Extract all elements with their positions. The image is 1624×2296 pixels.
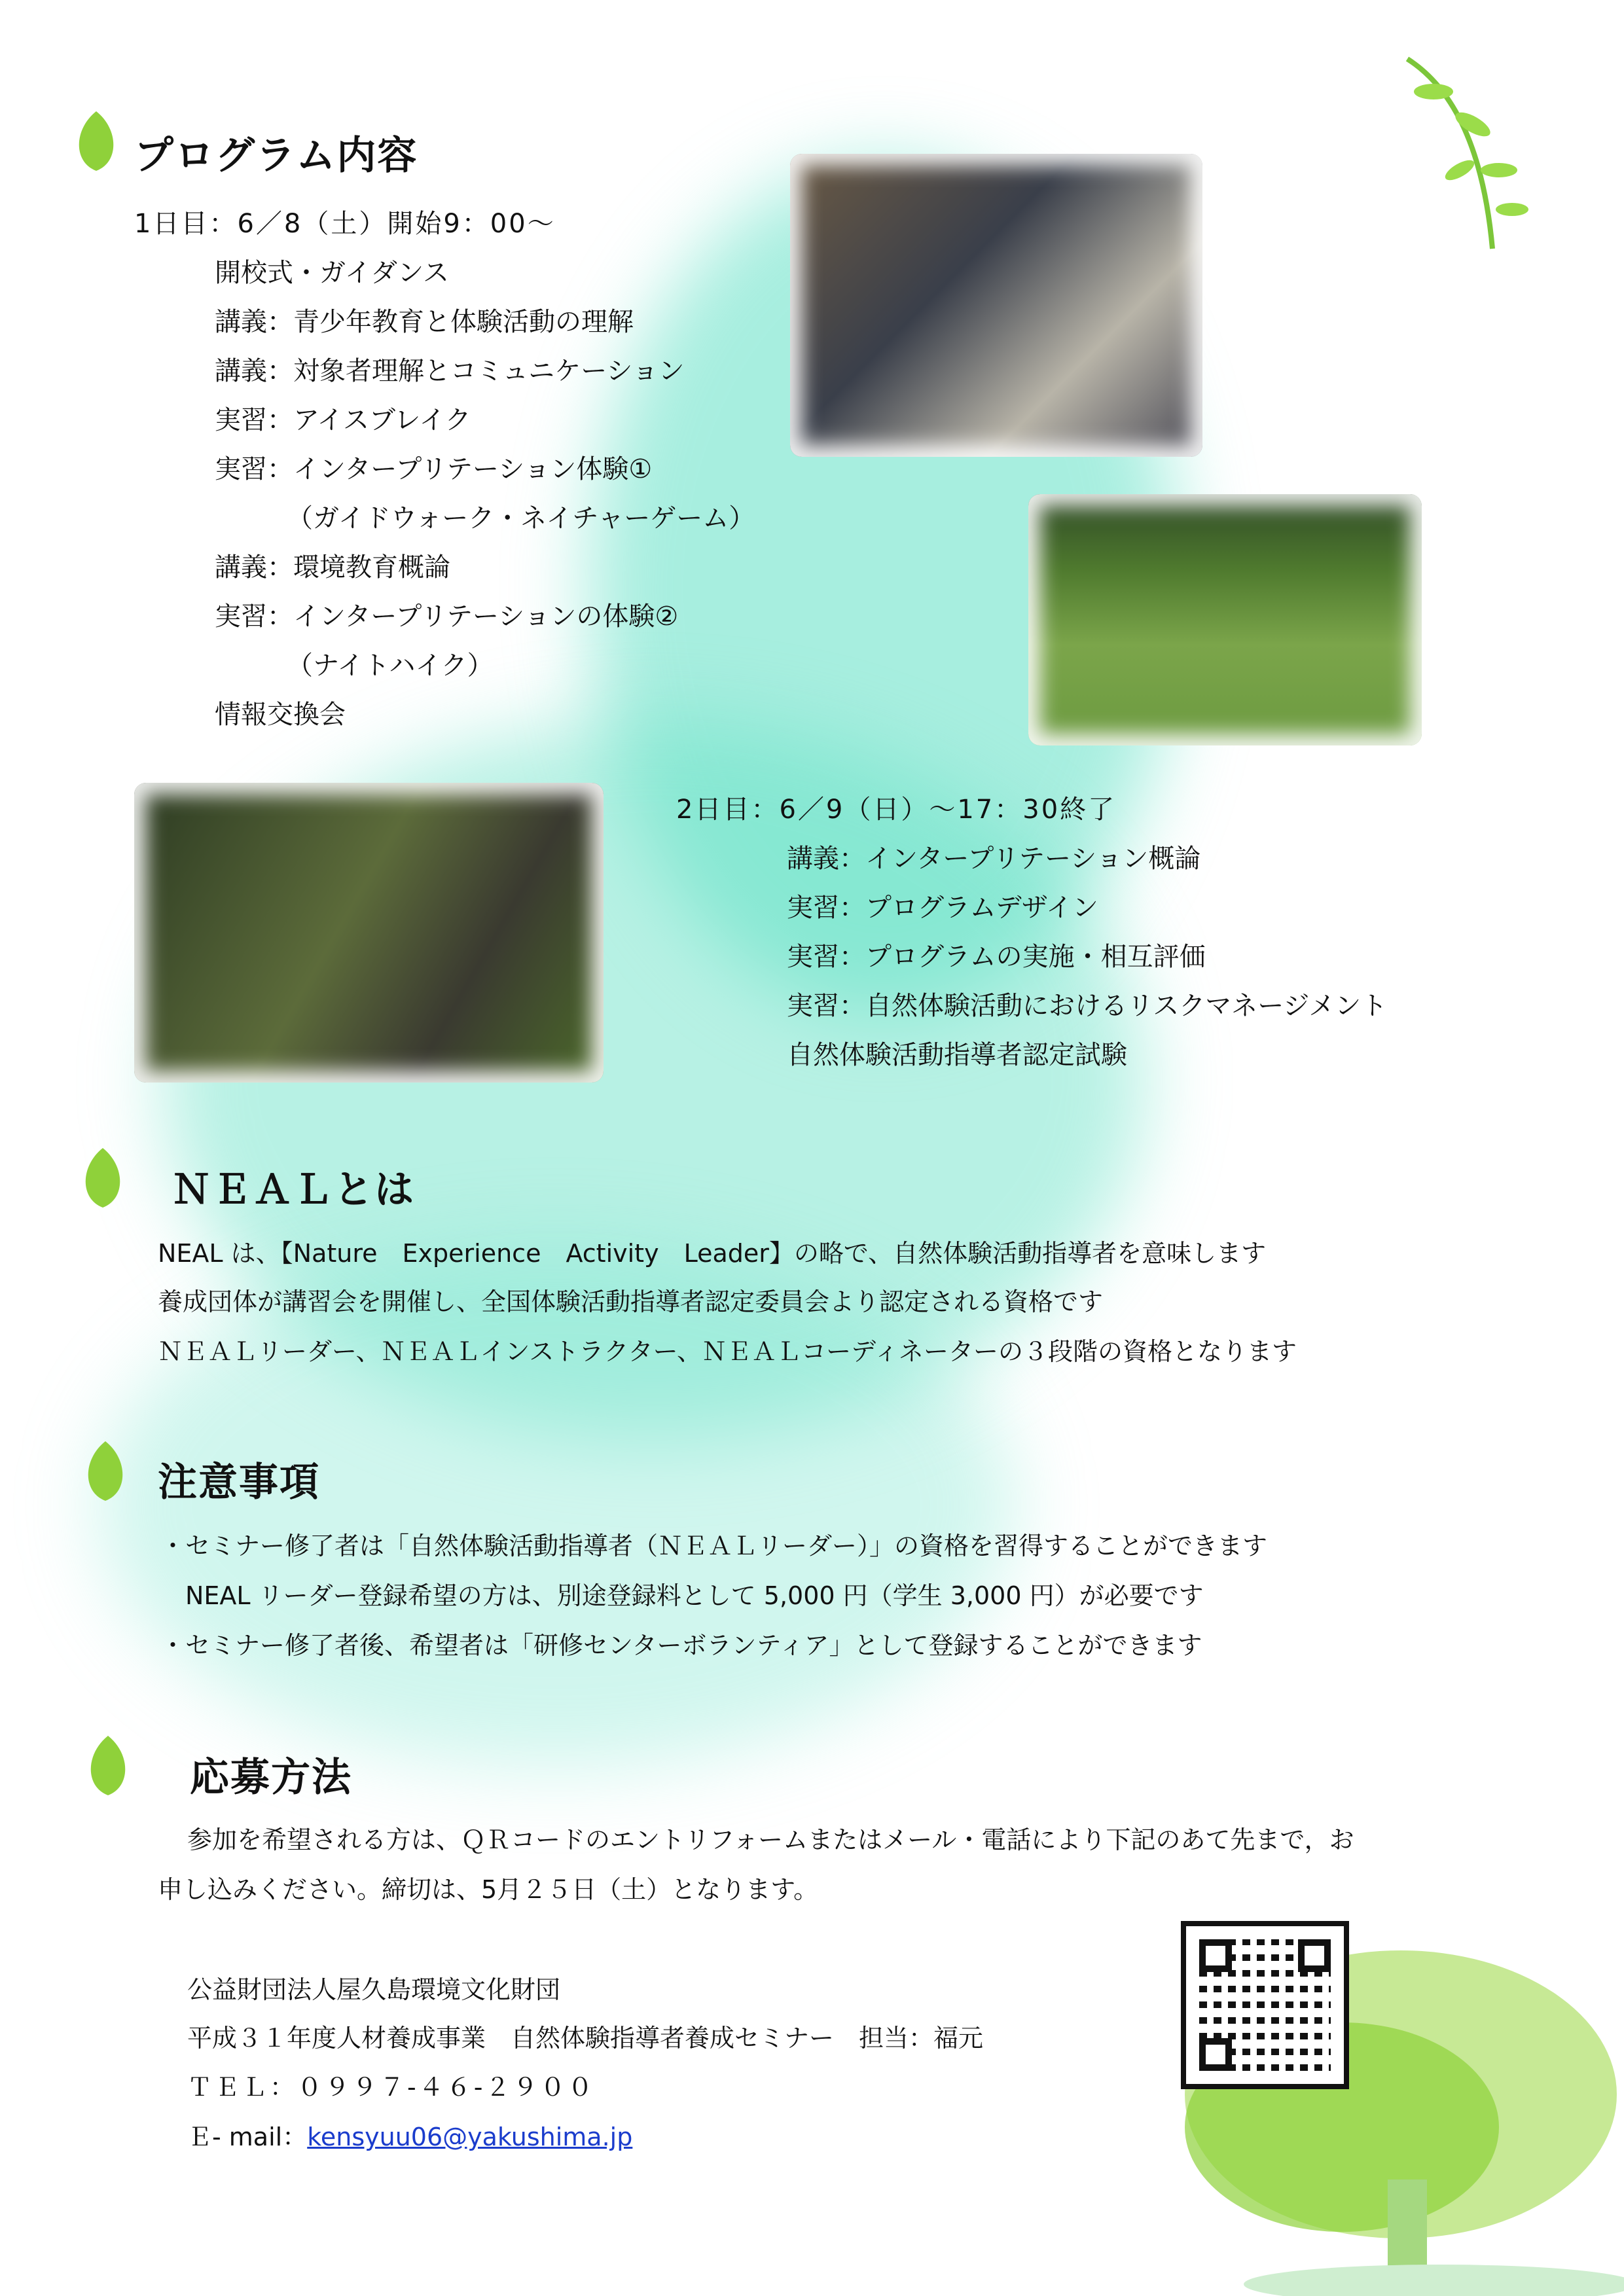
day1-item: 実習：アイスブレイク: [215, 405, 471, 435]
leaf-icon: [82, 1440, 128, 1502]
leaf-icon: [73, 110, 119, 172]
day2-item: 実習：プログラムデザイン: [787, 893, 1098, 923]
day1-item: 講義：青少年教育と体験活動の理解: [215, 307, 634, 337]
notes-line: NEAL リーダー登録希望の方は、別途登録料として 5,000 円（学生 3,000 円）が必要です: [160, 1581, 1204, 1610]
email-label: Ｅ- mail：: [187, 2123, 308, 2151]
day1-item: 講義：環境教育概論: [215, 552, 450, 583]
contact-org: 公益財団法人屋久島環境文化財団: [187, 1975, 561, 2004]
leaf-icon: [80, 1147, 126, 1209]
day2-item: 自然体験活動指導者認定試験: [787, 1040, 1127, 1070]
notes-heading: 注意事項: [158, 1460, 320, 1505]
apply-heading: 応募方法: [190, 1755, 352, 1801]
day1-item: 開校式・ガイダンス: [215, 258, 449, 288]
photo-workshop-indoor: [790, 154, 1202, 457]
day1-title: 1日目：6／8（土）開始9：00～: [134, 209, 556, 239]
contact-project: 平成３１年度人材養成事業 自然体験指導者養成セミナー 担当：福元: [187, 2024, 984, 2053]
neal-line: ＮＥＡＬリーダー、ＮＥＡＬインストラクター、ＮＥＡＬコーディネーターの３段階の資格となります: [158, 1337, 1297, 1366]
day2-item: 実習：自然体験活動におけるリスクマネージメント: [787, 991, 1388, 1021]
photo-forest-pointing: [134, 783, 604, 1083]
email-link[interactable]: kensyuu06@yakushima.jp: [307, 2123, 633, 2151]
day2-item: 講義：インタープリテーション概論: [787, 844, 1201, 874]
program-heading: プログラム内容: [134, 133, 418, 179]
day2-title: 2日目：6／9（日）～17：30終了: [676, 795, 1117, 825]
day1-item: （ナイトハイク）: [287, 651, 494, 681]
day1-item: 情報交換会: [215, 700, 346, 730]
contact-tel: ＴＥＬ：０９９７-４６-２９００: [187, 2073, 596, 2102]
day1-item: 講義：対象者理解とコミュニケーション: [215, 356, 685, 386]
apply-line: 申し込みください。締切は、5月２５日（土）となります。: [158, 1875, 819, 1904]
day2-item: 実習：プログラムの実施・相互評価: [787, 942, 1206, 972]
day1-item: 実習：インタープリテーション体験①: [215, 454, 653, 484]
notes-line: ・セミナー修了者後、希望者は「研修センターボランティア」として登録することができます: [160, 1631, 1202, 1660]
neal-heading: ＮＥＡＬとは: [171, 1167, 415, 1213]
apply-line: 参加を希望される方は、ＱＲコードのエントリフォームまたはメール・電話により下記のあて先まで，お: [187, 1825, 1354, 1854]
neal-line: 養成団体が講習会を開催し、全国体験活動指導者認定委員会より認定される資格です: [158, 1287, 1104, 1316]
contact-email-row: [187, 2113, 632, 2162]
day1-item: （ガイドウォーク・ネイチャーゲーム）: [287, 503, 755, 533]
notes-line: ・セミナー修了者は「自然体験活動指導者（ＮＥＡＬリーダー）」の資格を習得することができます: [160, 1532, 1268, 1560]
leaf-icon: [85, 1734, 131, 1797]
neal-line: NEAL は、【Nature Experience Activity Leader】の略で、自然体験活動指導者を意味します: [158, 1239, 1267, 1268]
qr-code[interactable]: [1181, 1921, 1349, 2089]
vine-sprig-icon: [1381, 52, 1551, 262]
photo-group-on-grass: [1028, 494, 1422, 745]
day1-item: 実習：インタープリテーションの体験②: [215, 601, 679, 632]
